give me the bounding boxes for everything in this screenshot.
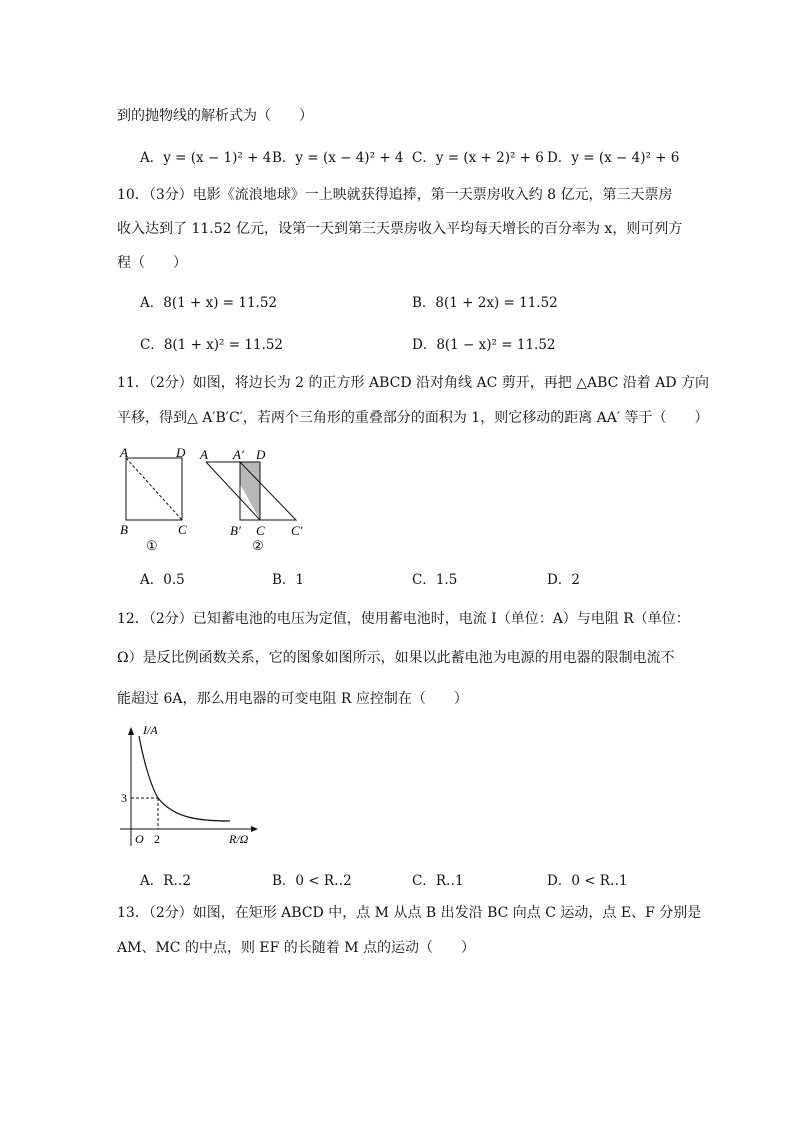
q10-option-c[interactable]: C．8(1 + x)² = 11.52 xyxy=(140,337,284,353)
q12-option-d[interactable]: D．0 < R‥1 xyxy=(547,873,628,889)
y-axis-label: I/A xyxy=(143,723,158,737)
q9-option-b[interactable]: B．y = (x − 4)² + 4 xyxy=(272,150,404,166)
q9-option-d[interactable]: D．y = (x − 4)² + 6 xyxy=(547,150,680,166)
q11-figure xyxy=(112,442,322,554)
origin-label: O xyxy=(135,832,144,846)
q11-option-b[interactable]: B．1 xyxy=(272,572,305,588)
q12-stem-line-3: 能超过 6A，那么用电器的可变电阻 R 应控制在（ ） xyxy=(117,691,468,707)
y-tick-label: 3 xyxy=(121,791,127,805)
fig2-label-b-prime: B′ xyxy=(230,523,241,538)
q10-option-d[interactable]: D．8(1 − x)² = 11.52 xyxy=(412,337,556,353)
fig2-label-a-prime: A′ xyxy=(233,447,244,462)
q10-option-a[interactable]: A．8(1 + x) = 11.52 xyxy=(140,295,278,311)
q10-stem-line-2: 收入达到了 11.52 亿元，设第一天到第三天票房收入平均每天增长的百分率为 x，则可列方 xyxy=(117,221,683,237)
fig2-label-d: D xyxy=(256,447,266,462)
q9-option-a[interactable]: A．y = (x − 1)² + 4 xyxy=(140,150,272,166)
x-tick-label: 2 xyxy=(154,832,160,846)
fig1-label-a: A xyxy=(120,445,128,460)
q11-option-a[interactable]: A．0.5 xyxy=(140,572,185,588)
fig1-label-b: B xyxy=(120,522,128,537)
q12-option-a[interactable]: A．R‥2 xyxy=(140,873,192,889)
q9-stem-tail: 到的抛物线的解析式为（ ） xyxy=(117,108,313,124)
q11-option-d[interactable]: D．2 xyxy=(547,572,580,588)
q10-option-b[interactable]: B．8(1 + 2x) = 11.52 xyxy=(412,295,558,311)
q12-graph xyxy=(112,718,262,858)
q10-stem-line-1: 10．（3分）电影《流浪地球》一上映就获得追捧，第一天票房收入约 8 亿元，第三天票房 xyxy=(117,187,673,203)
fig1-label-d: D xyxy=(176,445,186,460)
inverse-curve xyxy=(139,736,230,821)
fig2-label-a: A xyxy=(200,447,208,462)
diagonal-ac xyxy=(126,458,182,520)
overlap-region xyxy=(240,462,260,520)
fig2-label-c-prime: C′ xyxy=(291,523,303,538)
q11-stem-line-1: 11．（2分）如图，将边长为 2 的正方形 ABCD 沿对角线 AC 剪开，再把 △ABC 沿着 AD 方向 xyxy=(117,375,710,391)
fig1-caption: ① xyxy=(146,538,158,553)
fig1-label-c: C xyxy=(178,522,187,537)
y-axis-arrow-icon xyxy=(128,727,134,735)
q10-stem-line-3: 程（ ） xyxy=(117,255,187,271)
q12-stem-line-1: 12．（2分）已知蓄电池的电压为定值，使用蓄电池时，电流 I（单位：A）与电阻 R（单位： xyxy=(117,611,690,627)
fig2-label-c: C xyxy=(256,523,265,538)
q12-option-c[interactable]: C．R‥1 xyxy=(412,873,464,889)
q13-stem-line-1: 13．（2分）如图，在矩形 ABCD 中，点 M 从点 B 出发沿 BC 向点 C 运动，点 E、F 分别是 xyxy=(117,905,702,921)
q11-option-c[interactable]: C．1.5 xyxy=(412,572,458,588)
q13-stem-line-2: AM、MC 的中点，则 EF 的长随着 M 点的运动（ ） xyxy=(117,940,476,956)
fig2-caption: ② xyxy=(252,538,264,553)
q9-option-c[interactable]: C．y = (x + 2)² + 6 xyxy=(412,150,544,166)
q11-stem-line-2: 平移，得到△ A′B′C′，若两个三角形的重叠部分的面积为 1，则它移动的距离 AA′ 等于（ ） xyxy=(117,410,709,426)
x-axis-label: R/Ω xyxy=(229,832,249,846)
q12-option-b[interactable]: B．0 < R‥2 xyxy=(272,873,352,889)
q12-stem-line-2: Ω）是反比例函数关系，它的图象如图所示，如果以此蓄电池为电源的用电器的限制电流不 xyxy=(117,650,675,666)
x-axis-arrow-icon xyxy=(251,826,258,832)
